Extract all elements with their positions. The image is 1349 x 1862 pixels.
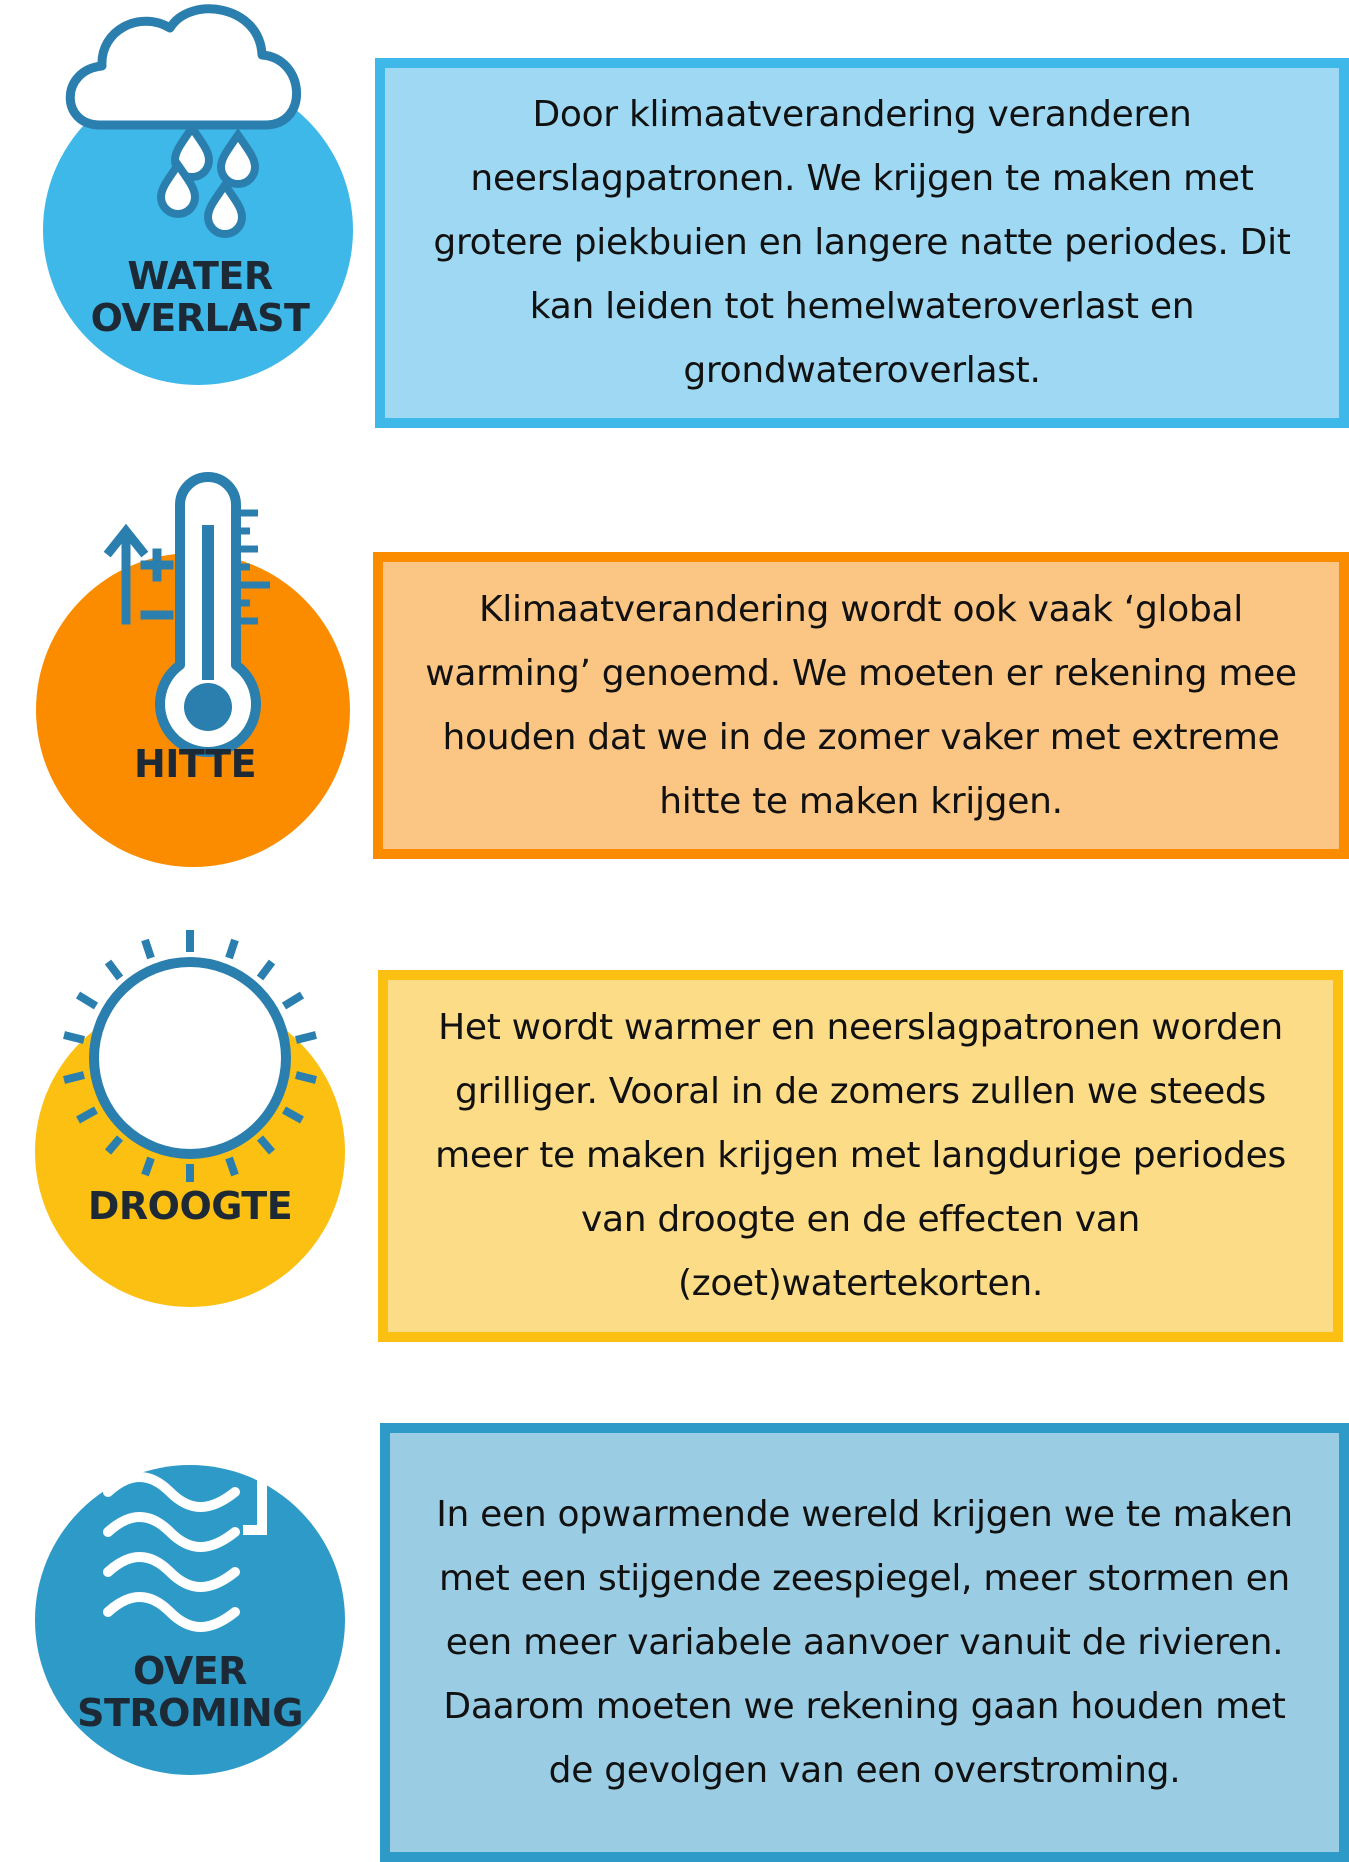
info-text: Klimaatverandering wordt ook vaak ‘global warming’ genoemd. We moeten er rekening mee houden dat we in de zomer vaker met extreme hitte te maken krijgen. bbox=[425, 588, 1297, 822]
label-droogte bbox=[60, 1185, 320, 1227]
label-hitte bbox=[60, 743, 330, 785]
label-line-1: HITTE bbox=[133, 742, 257, 786]
label-line-1: DROOGTE bbox=[87, 1184, 293, 1228]
label-line-1: WATER bbox=[127, 254, 273, 298]
label-overstroming bbox=[60, 1650, 320, 1734]
label-water-overlast bbox=[70, 255, 330, 339]
info-text: In een opwarmende wereld krijgen we te maken met een stijgende zeespiegel, meer stormen en een meer variabele aanvoer vanuit de rivieren. Daarom moeten we rekening gaan houden met de gevolgen van een overstroming. bbox=[436, 1493, 1293, 1791]
info-box-water-overlast bbox=[375, 58, 1349, 428]
thermometer-icon bbox=[30, 485, 370, 875]
info-box-hitte bbox=[373, 552, 1349, 859]
info-text: Door klimaatverandering veranderen neerslagpatronen. We krijgen te maken met grotere piekbuien en langere natte periodes. Dit kan leiden tot hemelwateroverlast en grondwateroverlast. bbox=[433, 94, 1291, 391]
info-box-droogte bbox=[378, 970, 1343, 1342]
info-box-overstroming bbox=[380, 1423, 1349, 1862]
sun-icon bbox=[30, 920, 370, 1320]
label-line-2: STROMING bbox=[77, 1691, 303, 1735]
cloud-rain-icon bbox=[30, 0, 370, 390]
label-line-2: OVERLAST bbox=[90, 296, 310, 340]
info-text: Het wordt warmer en neerslagpatronen worden grilliger. Vooral in de zomers zullen we steeds meer te maken krijgen met langdurige periodes van droogte en de effecten van (zoet)watertekorten. bbox=[435, 1007, 1286, 1304]
waves-arrow-icon bbox=[30, 1410, 370, 1790]
label-line-1: OVER bbox=[133, 1649, 247, 1693]
